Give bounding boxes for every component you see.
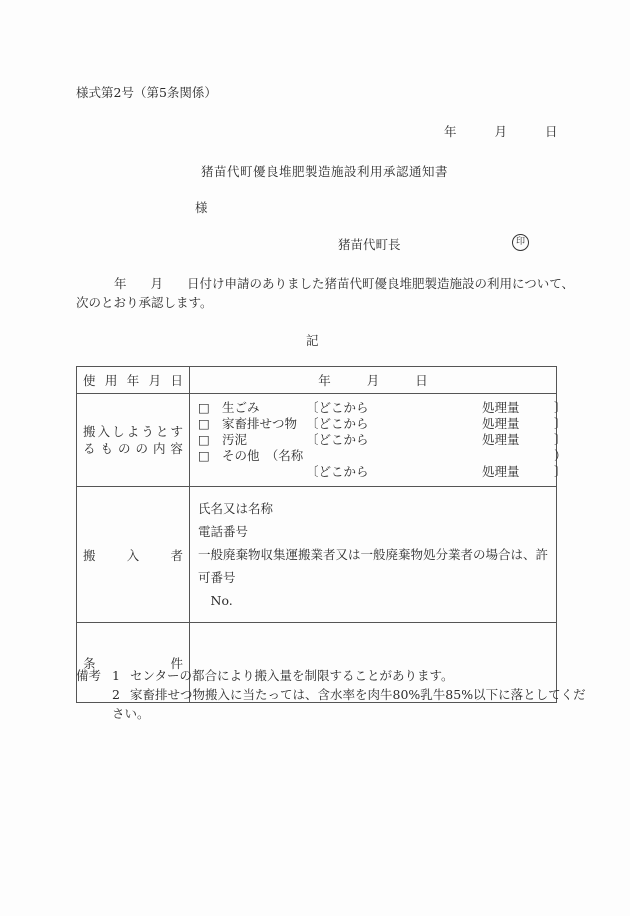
- checkbox-livestock-manure[interactable]: □: [198, 416, 210, 431]
- body-month: 月: [150, 276, 164, 291]
- label-char: 年: [126, 373, 140, 388]
- item-amount[interactable]: 処理量: [482, 432, 520, 447]
- item-food-waste: [198, 400, 567, 416]
- ki-heading: 記: [306, 333, 319, 348]
- item-name: 汚泥: [222, 432, 248, 447]
- month-label: 月: [494, 124, 507, 139]
- body-text-line1: 日付け申請のありました猪苗代町優良堆肥製造施設の利用について、: [187, 276, 575, 291]
- body-year: 年: [114, 276, 127, 291]
- item-amount[interactable]: 処理量: [482, 400, 520, 415]
- label-char: も: [100, 441, 113, 456]
- row-carrier: [77, 487, 557, 623]
- item-livestock-manure: [198, 416, 567, 432]
- item-other: [198, 448, 567, 464]
- paren-close: ）: [554, 448, 567, 463]
- carrier-label: [77, 487, 190, 623]
- label-char: 入: [97, 424, 111, 439]
- document-title: 猪苗代町優良堆肥製造施設利用承認通知書: [201, 164, 449, 179]
- carrier-license-no-field[interactable]: No.: [198, 593, 233, 608]
- form-number: 様式第2号（第5条関係）: [76, 85, 217, 100]
- item-name: 家畜排せつ物: [222, 416, 298, 431]
- remark-continuation: さい。: [112, 706, 150, 721]
- label-char: 用: [104, 373, 118, 388]
- use-date-label: [77, 367, 190, 394]
- item-from[interactable]: 〔どこから: [306, 432, 369, 447]
- bracket-close: 〕: [554, 400, 567, 415]
- item-amount[interactable]: 処理量: [482, 416, 520, 431]
- label-char: す: [170, 424, 183, 439]
- label-char: 日: [170, 373, 183, 388]
- year-label: 年: [444, 124, 457, 139]
- bracket-close: 〕: [554, 416, 567, 431]
- label-char: う: [141, 424, 154, 439]
- contents-label: [77, 394, 190, 487]
- use-month: 月: [366, 373, 380, 388]
- issue-date: [444, 122, 557, 140]
- label-char: 件: [170, 655, 183, 671]
- use-date-value[interactable]: [190, 367, 557, 394]
- row-use-date: [77, 367, 557, 394]
- label-char: 入: [126, 547, 140, 563]
- issuer-name: 猪苗代町長: [338, 237, 401, 252]
- label-char: 月: [148, 373, 162, 388]
- remark-number: 2: [112, 687, 120, 702]
- use-day: 日: [415, 373, 428, 388]
- contents-items: [190, 394, 567, 487]
- label-char: 容: [170, 441, 183, 456]
- item-from[interactable]: 〔どこから: [306, 400, 369, 415]
- carrier-license-note: 一般廃棄物収集運搬業者又は一般廃棄物処分業者の場合は、許可番号: [198, 547, 549, 585]
- label-char: 内: [152, 441, 166, 456]
- label-char: の: [135, 441, 148, 456]
- label-char: し: [112, 424, 125, 439]
- label-char: よ: [126, 424, 140, 439]
- remark-number: 1: [112, 668, 120, 683]
- label-char: と: [155, 424, 169, 439]
- label-char: 搬: [83, 424, 96, 439]
- row-contents: [77, 394, 557, 487]
- label-char: る: [83, 441, 96, 456]
- item-other-details: [198, 464, 567, 480]
- day-label: 日: [544, 124, 558, 139]
- item-amount[interactable]: 処理量: [482, 464, 520, 479]
- use-year: 年: [318, 373, 331, 388]
- body-text-line2: 次のとおり承認します。: [76, 295, 213, 310]
- label-char: 条: [83, 655, 96, 671]
- item-from[interactable]: 〔どこから: [306, 416, 369, 431]
- carrier-phone-field[interactable]: 電話番号: [198, 524, 249, 539]
- checkbox-sludge[interactable]: □: [198, 432, 210, 447]
- checkbox-food-waste[interactable]: □: [198, 400, 210, 415]
- carrier-name-field[interactable]: 氏名又は名称: [198, 501, 274, 516]
- body-paragraph: [76, 274, 574, 312]
- bracket-close: 〕: [554, 464, 567, 479]
- bracket-close: 〕: [554, 432, 567, 447]
- remarks-lead: 備考: [76, 668, 102, 683]
- item-name[interactable]: その他 （名称: [222, 448, 304, 463]
- checkbox-other[interactable]: □: [198, 448, 210, 463]
- label-char: 搬: [83, 547, 96, 563]
- item-name: 生ごみ: [222, 400, 260, 415]
- item-from[interactable]: 〔どこから: [306, 464, 369, 479]
- remark-text: センターの都合により搬入量を制限することがあります。: [130, 668, 454, 683]
- addressee-suffix: 様: [195, 200, 208, 215]
- label-char: 使: [83, 373, 96, 388]
- item-sludge: [198, 432, 567, 448]
- approval-table: [76, 366, 567, 703]
- remark-text: 家畜排せつ物搬入に当たっては、含水率を肉牛80%乳牛85%以下に落としてくだ: [130, 687, 586, 702]
- seal-icon: 印: [512, 234, 529, 251]
- carrier-details[interactable]: [190, 487, 557, 623]
- label-char: 者: [170, 547, 183, 563]
- label-char: の: [117, 441, 131, 456]
